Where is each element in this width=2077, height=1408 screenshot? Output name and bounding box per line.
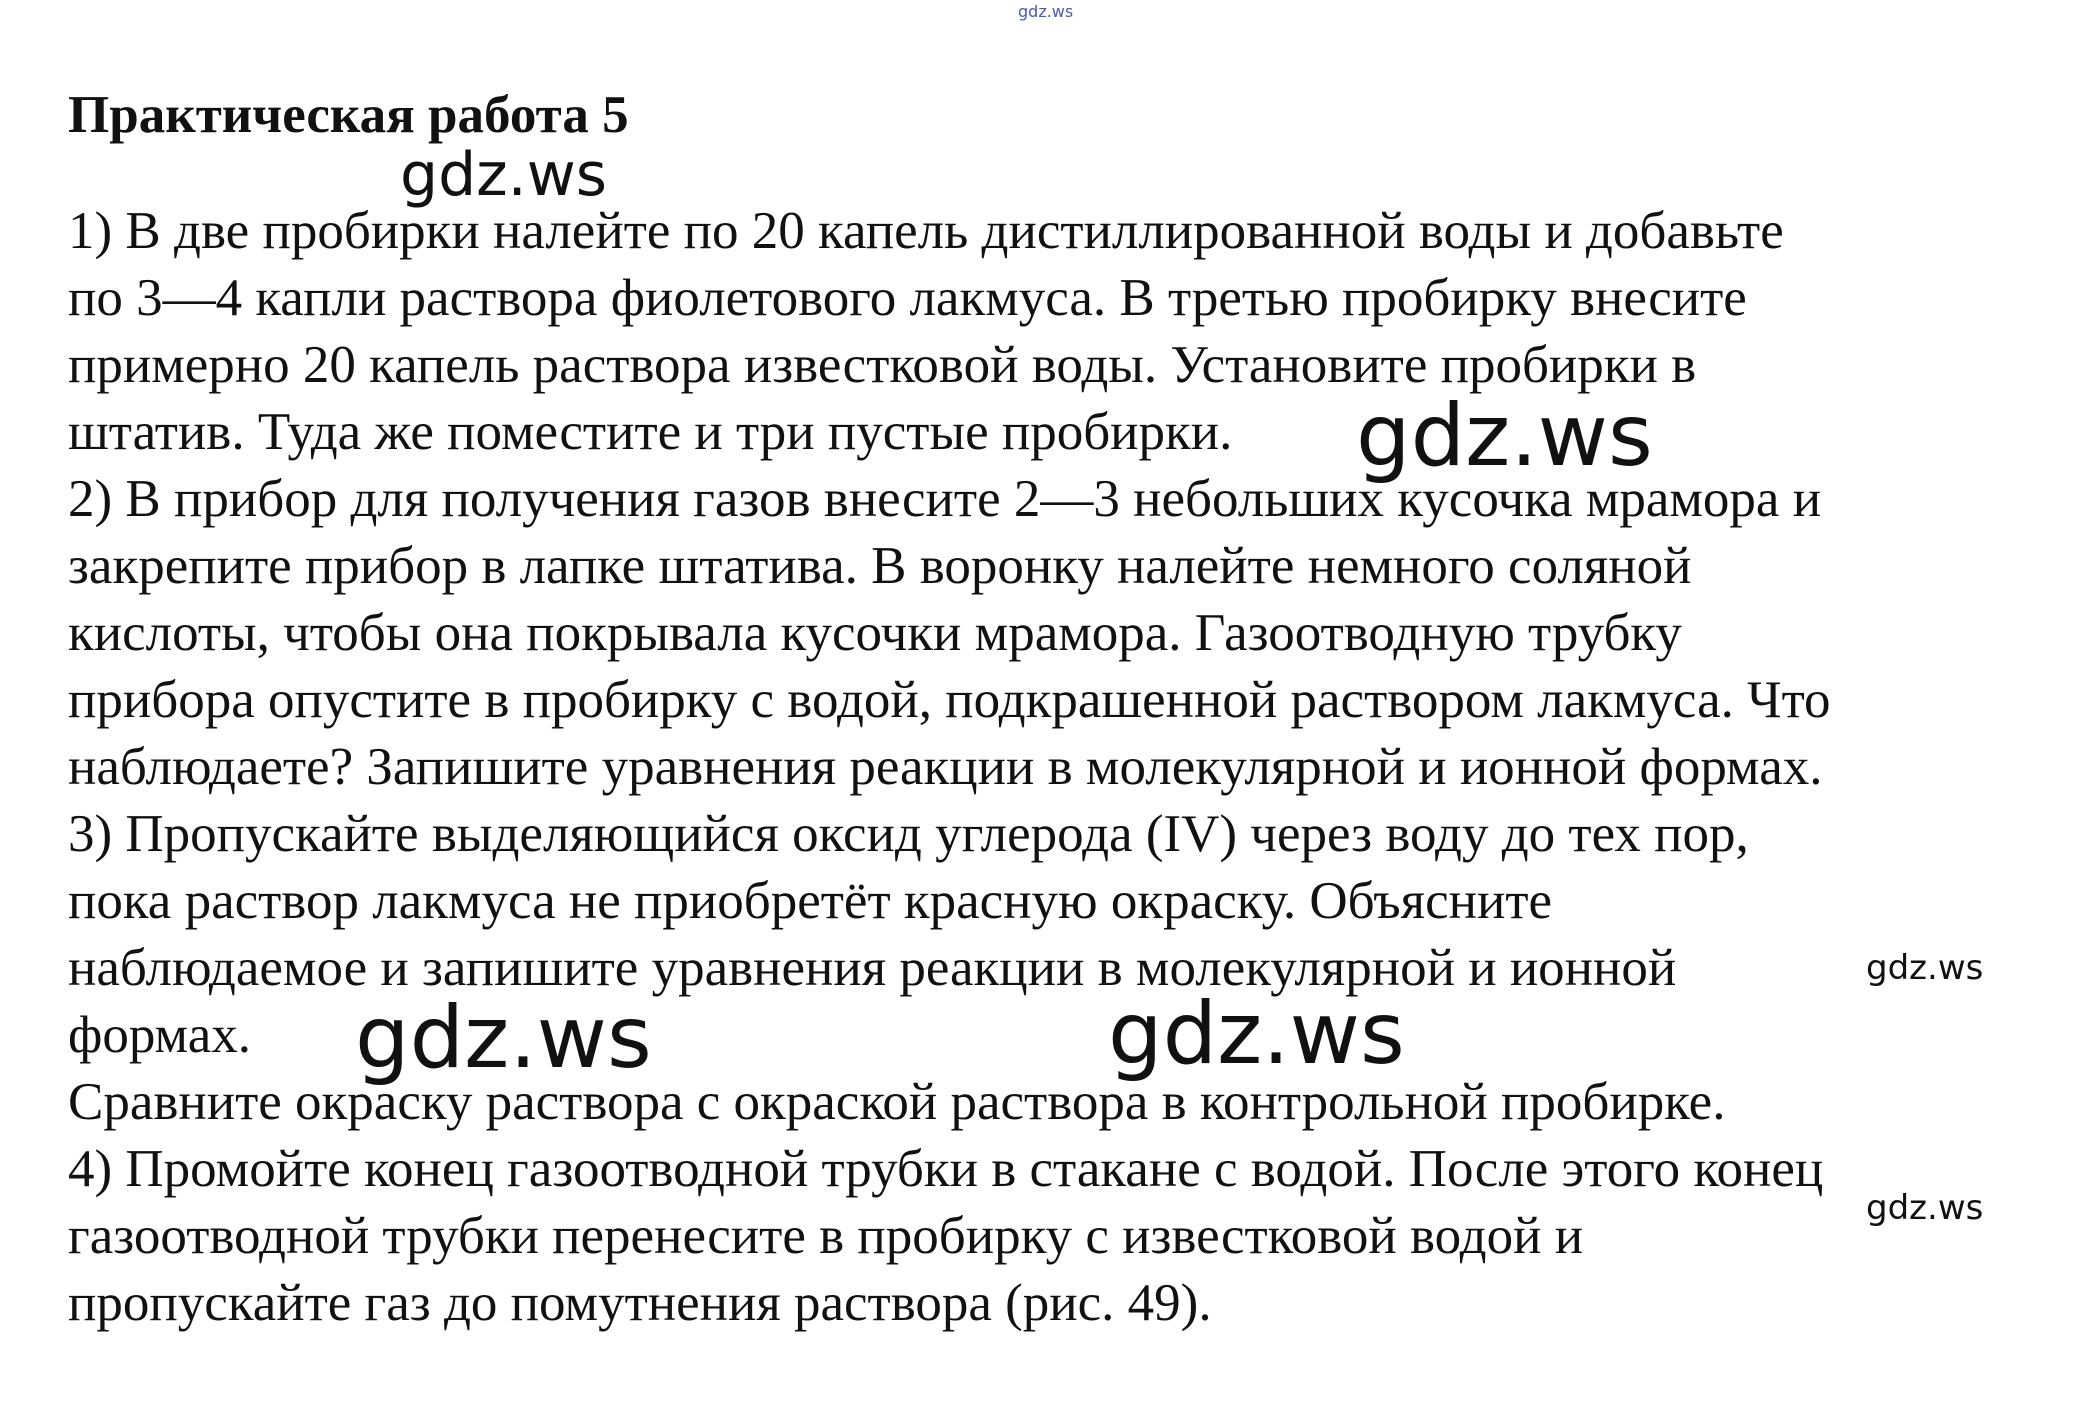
text-line: штатив. Туда же поместите и три пустые пробирки.	[68, 403, 1233, 461]
watermark: gdz.ws	[400, 140, 608, 210]
text-line: 3) Пропускайте выделяющийся оксид углерода (IV) через воду до тех пор,	[68, 805, 1749, 863]
text-line: 4) Промойте конец газоотводной трубки в стакане с водой. После этого конец	[68, 1140, 1824, 1198]
text-line: прибора опустите в пробирку с водой, подкрашенной раствором лакмуса. Что	[68, 671, 1831, 729]
page-title: Практическая работа 5	[68, 86, 629, 144]
text-line: наблюдаете? Запишите уравнения реакции в молекулярной и ионной формах.	[68, 738, 1823, 796]
text-line: Сравните окраску раствора с окраской раствора в контрольной пробирке.	[68, 1073, 1726, 1131]
text-line: наблюдаемое и запишите уравнения реакции в молекулярной и ионной	[68, 939, 1677, 997]
text-line: 1) В две пробирки налейте по 20 капель дистиллированной воды и добавьте	[68, 202, 1784, 260]
watermark: gdz.ws	[1866, 948, 1984, 988]
text-line: по 3—4 капли раствора фиолетового лакмуса. В третью пробирку внесите	[68, 269, 1747, 327]
watermark: gdz.ws	[355, 988, 652, 1088]
text-line: закрепите прибор в лапке штатива. В воронку налейте немного соляной	[68, 537, 1692, 595]
text-line: пока раствор лакмуса не приобретёт красную окраску. Объясните	[68, 872, 1552, 930]
watermark: gdz.ws	[1108, 984, 1405, 1084]
text-line: кислоты, чтобы она покрывала кусочки мрамора. Газоотводную трубку	[68, 604, 1682, 662]
text-line: примерно 20 капель раствора известковой воды. Установите пробирки в	[68, 336, 1697, 394]
watermark: gdz.ws	[1356, 386, 1653, 486]
text-line: 2) В прибор для получения газов внесите 2—3 небольших кусочка мрамора и	[68, 470, 1822, 528]
text-line: газоотводной трубки перенесите в пробирку с известковой водой и	[68, 1207, 1584, 1265]
text-line: формах.	[68, 1006, 251, 1064]
text-line: пропускайте газ до помутнения раствора (рис. 49).	[68, 1274, 1212, 1332]
watermark-top: gdz.ws	[1018, 2, 1074, 21]
watermark: gdz.ws	[1866, 1188, 1984, 1228]
